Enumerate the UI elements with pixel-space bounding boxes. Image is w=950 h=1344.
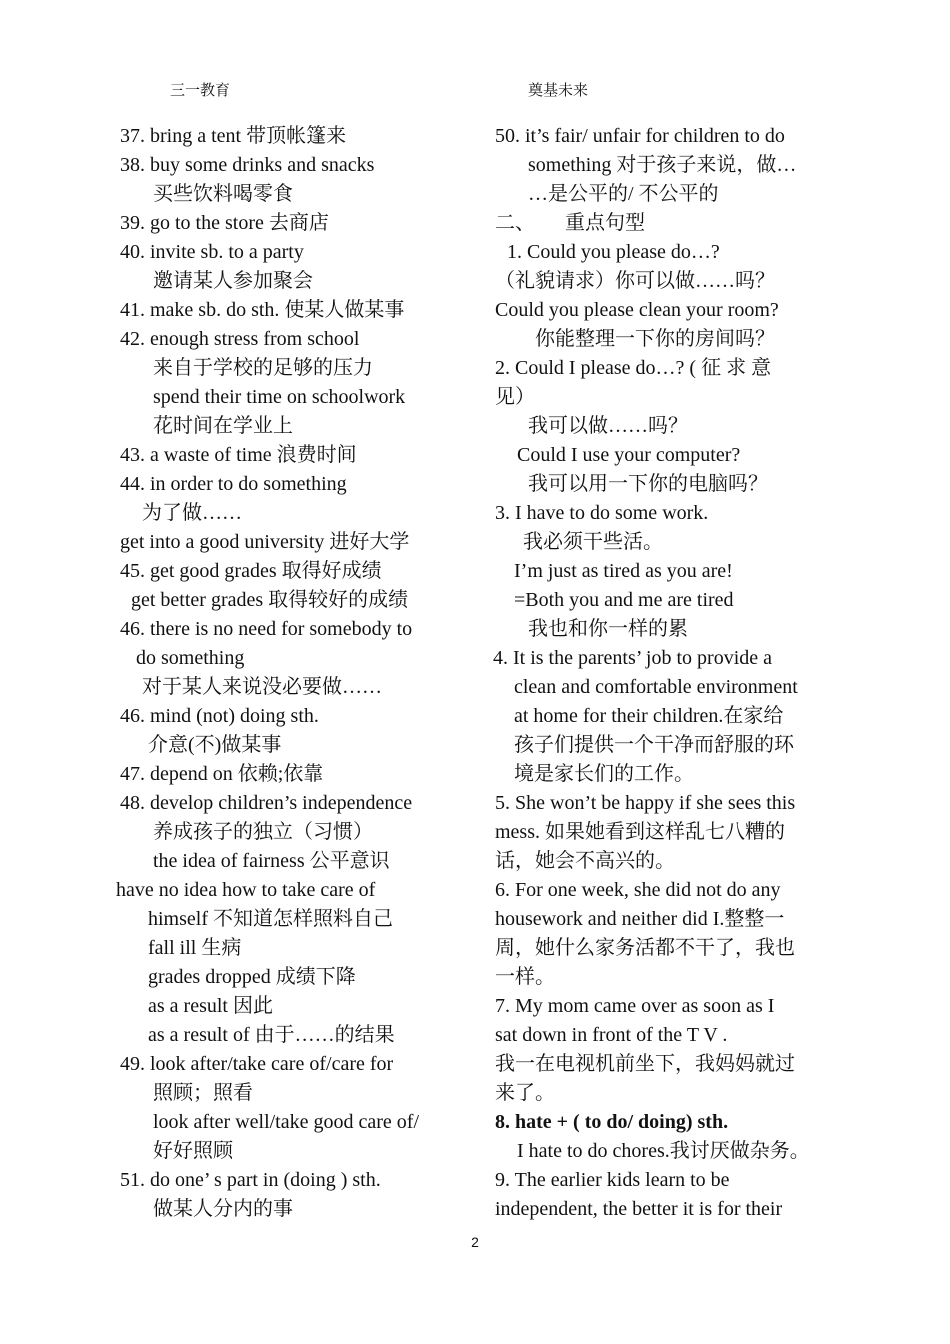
right-line: 境是家长们的工作。	[514, 763, 694, 785]
right-line: 3. I have to do some work.	[495, 502, 709, 524]
right-line: 8. hate + ( to do/ doing) sth.	[495, 1111, 729, 1133]
left-line: himself 不知道怎样照料自己	[148, 908, 393, 930]
left-line: as a result of 由于……的结果	[148, 1024, 395, 1046]
right-line: 话，她会不高兴的。	[495, 850, 675, 872]
right-line: 孩子们提供一个干净而舒服的环	[514, 734, 794, 756]
right-line: 7. My mom came over as soon as I	[495, 995, 775, 1017]
left-line: get better grades 取得较好的成绩	[131, 589, 409, 611]
left-line: 51. do one’ s part in (doing ) sth.	[120, 1169, 381, 1191]
right-line: 我可以用一下你的电脑吗？	[528, 473, 768, 495]
right-line: 你能整理一下你的房间吗？	[535, 328, 775, 350]
right-line: 6. For one week, she did not do any	[495, 879, 781, 901]
page-number: 2	[471, 1234, 479, 1250]
left-line: 好好照顾	[153, 1140, 233, 1162]
right-line: 我可以做……吗？	[528, 415, 688, 437]
right-line: at home for their children.在家给	[514, 705, 784, 727]
left-line: 37. bring a tent 带顶帐篷来	[120, 125, 347, 147]
left-line: 来自于学校的足够的压力	[153, 357, 373, 379]
left-line: 43. a waste of time 浪费时间	[120, 444, 357, 466]
right-line: Could you please clean your room?	[495, 299, 779, 321]
right-line: 二、 重点句型	[495, 212, 645, 234]
right-line: 1. Could you please do…?	[507, 241, 720, 263]
right-line: independent, the better it is for their	[495, 1198, 783, 1220]
right-line: =Both you and me are tired	[514, 589, 734, 611]
right-line: I’m just as tired as you are!	[514, 560, 733, 582]
left-line: 38. buy some drinks and snacks	[120, 154, 375, 176]
left-line: 42. enough stress from school	[120, 328, 360, 350]
right-line: 来了。	[495, 1082, 555, 1104]
left-line: the idea of fairness 公平意识	[153, 850, 390, 872]
left-line: look after well/take good care of/	[153, 1111, 419, 1133]
right-line: Could I use your computer?	[517, 444, 741, 466]
left-line: 46. there is no need for somebody to	[120, 618, 413, 640]
left-line: as a result 因此	[148, 995, 273, 1017]
right-line: 见）	[495, 386, 535, 408]
right-line: 我一在电视机前坐下，我妈妈就过	[495, 1053, 795, 1075]
right-line: clean and comfortable environment	[514, 676, 798, 698]
header-right: 奠基未来	[528, 81, 589, 99]
left-line: 买些饮料喝零食	[153, 183, 293, 205]
left-line: 介意(不)做某事	[148, 734, 282, 756]
left-line: 47. depend on 依赖;依靠	[120, 763, 324, 785]
right-line: 4. It is the parents’ job to provide a	[493, 647, 773, 669]
left-line: 46. mind (not) doing sth.	[120, 705, 319, 727]
left-line: 44. in order to do something	[120, 473, 347, 495]
right-line: 我必须干些活。	[523, 531, 663, 553]
right-line: 2. Could I please do…? ( 征 求 意	[495, 357, 772, 379]
right-line: something 对于孩子来说，做…	[528, 154, 797, 176]
right-line: 50. it’s fair/ unfair for children to do	[495, 125, 785, 147]
header-left: 三一教育	[170, 81, 231, 99]
left-line: 45. get good grades 取得好成绩	[120, 560, 382, 582]
left-line: 邀请某人参加聚会	[153, 270, 313, 292]
left-line: get into a good university 进好大学	[120, 531, 410, 553]
left-line: 为了做……	[142, 502, 242, 524]
left-line: fall ill 生病	[148, 937, 242, 959]
right-line: 一样。	[495, 966, 555, 988]
right-line: 我也和你一样的累	[528, 618, 688, 640]
right-line: mess. 如果她看到这样乱七八糟的	[495, 821, 785, 843]
left-line: 40. invite sb. to a party	[120, 241, 304, 263]
left-line: grades dropped 成绩下降	[148, 966, 356, 988]
left-line: 对于某人来说没必要做……	[142, 676, 382, 698]
left-line: do something	[136, 647, 245, 669]
left-line: 41. make sb. do sth. 使某人做某事	[120, 299, 405, 321]
right-line: （礼貌请求）你可以做……吗？	[495, 270, 775, 292]
left-line: 做某人分内的事	[153, 1198, 293, 1220]
left-line: 48. develop children’s independence	[120, 792, 413, 814]
left-line: 养成孩子的独立（习惯）	[153, 821, 373, 843]
left-line: 39. go to the store 去商店	[120, 212, 329, 234]
left-line: 花时间在学业上	[153, 415, 293, 437]
left-line: 49. look after/take care of/care for	[120, 1053, 394, 1075]
right-line: 5. She won’t be happy if she sees this	[495, 792, 796, 814]
right-line: 9. The earlier kids learn to be	[495, 1169, 730, 1191]
right-line: sat down in front of the T V .	[495, 1024, 728, 1046]
right-line: 周，她什么家务活都不干了，我也	[495, 937, 795, 959]
left-line: 照顾；照看	[153, 1082, 253, 1104]
left-line: have no idea how to take care of	[116, 879, 376, 901]
left-line: spend their time on schoolwork	[153, 386, 406, 408]
right-line: I hate to do chores.我讨厌做杂务。	[517, 1140, 810, 1162]
right-line: …是公平的/ 不公平的	[528, 183, 719, 205]
right-line: housework and neither did I.整整一	[495, 908, 785, 930]
